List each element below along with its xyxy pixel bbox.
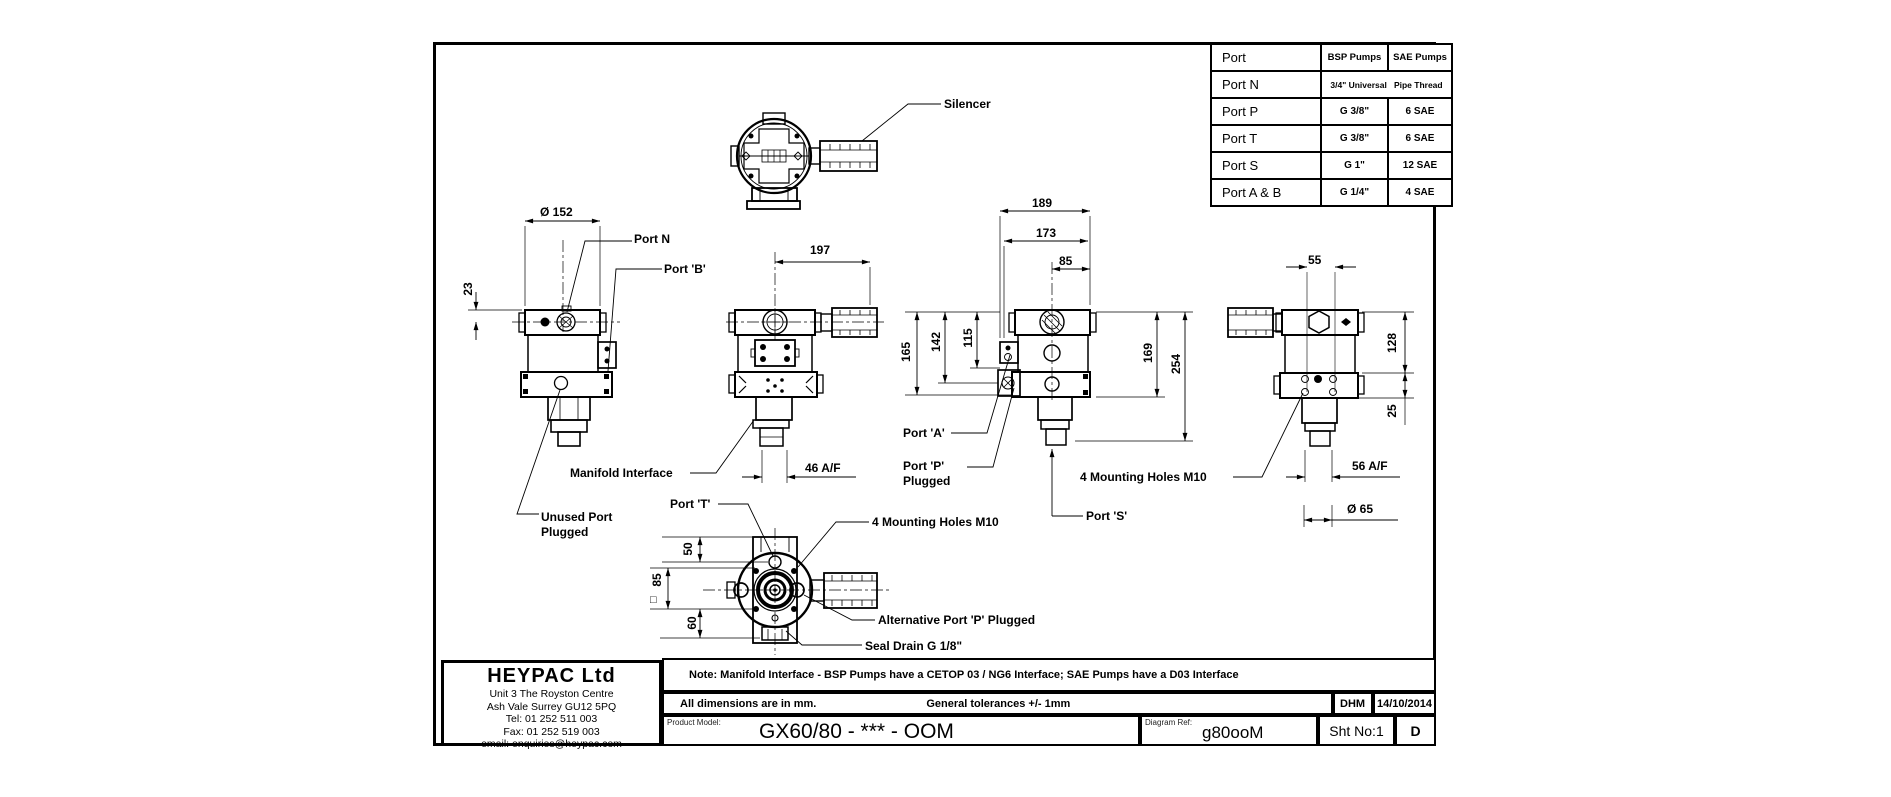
dim-60: 60 — [685, 616, 699, 630]
diagram-ref-value: g80ooM — [1202, 723, 1264, 742]
square-symbol: □ — [650, 594, 657, 606]
mounting-holes-label-right: 4 Mounting Holes M10 — [1080, 470, 1207, 484]
table-row: Port A & B G 1/4" 4 SAE — [1211, 179, 1452, 206]
dim-46-af: 46 A/F — [805, 461, 841, 475]
dim-56-af: 56 A/F — [1352, 459, 1388, 473]
dim-85-bottom: 85 — [650, 573, 664, 587]
dimensions-note-box — [662, 692, 1333, 715]
port-n-spec: 3/4" Universal Pipe Thread — [1321, 71, 1452, 98]
company-address-line2: Ash Vale Surrey GU12 5PQ — [486, 700, 617, 713]
port-table-header-row — [1211, 44, 1452, 71]
unused-port-label-line2: Plugged — [541, 525, 589, 539]
dim-55: 55 — [1308, 253, 1322, 267]
dim-197: 197 — [810, 243, 831, 257]
mounting-holes-label-bottom: 4 Mounting Holes M10 — [872, 515, 999, 529]
port-table — [1210, 43, 1453, 207]
note-box — [662, 658, 1436, 692]
port-s-label: Port 'S' — [1086, 509, 1128, 523]
port-t-label: Port 'T' — [670, 497, 711, 511]
tolerance-note: General tolerances +/- 1mm — [926, 697, 1071, 710]
note-text: Note: Manifold Interface - BSP Pumps have a CETOP 03 / NG6 Interface; SAE Pumps have a D03 Interface — [689, 669, 1239, 681]
product-model-label: Product Model: — [667, 718, 721, 727]
port-n-label: Port N — [634, 232, 670, 246]
diagram-ref-box — [1140, 715, 1318, 746]
view-bottom — [650, 504, 890, 655]
dim-85-top: 85 — [1059, 254, 1073, 268]
company-address-line1: Unit 3 The Royston Centre — [489, 688, 614, 700]
silencer-label: Silencer — [944, 97, 991, 111]
company-tel: Tel: 01 252 511 003 — [505, 713, 598, 725]
port-table-header-port: Port — [1211, 44, 1321, 71]
port-table-header-bsp: BSP Pumps — [1321, 44, 1388, 71]
dim-50: 50 — [681, 542, 695, 556]
table-row: Port N 3/4" Universal Pipe Thread — [1211, 71, 1452, 98]
unused-port-label-line1: Unused Port — [541, 510, 613, 524]
date-box: 14/10/2014 — [1373, 692, 1436, 715]
port-p-plugged-line2: Plugged — [903, 474, 951, 488]
dim-115: 115 — [961, 328, 975, 348]
seal-drain-label: Seal Drain G 1/8" — [865, 639, 963, 653]
view-side-left — [690, 252, 1012, 483]
table-row: Port P G 3/8" 6 SAE — [1211, 98, 1452, 125]
product-model-value: GX60/80 - *** - OOM — [759, 720, 954, 743]
alternative-port-p-label: Alternative Port 'P' Plugged — [878, 613, 1036, 627]
dim-165: 165 — [899, 341, 913, 363]
title-block — [441, 660, 662, 750]
table-row: Port T G 3/8" 6 SAE — [1211, 125, 1452, 152]
revision-box: D — [1395, 715, 1436, 746]
dim-169: 169 — [1141, 342, 1155, 364]
port-p-plugged-line1: Port 'P' — [903, 459, 945, 473]
dim-25: 25 — [1385, 404, 1399, 418]
dim-189: 189 — [1032, 196, 1053, 210]
port-a-label: Port 'A' — [903, 426, 945, 440]
product-model-box — [662, 715, 1140, 746]
port-table-header-sae: SAE Pumps — [1388, 44, 1452, 71]
view-top — [731, 104, 941, 209]
dim-diameter-65: Ø 65 — [1347, 502, 1374, 516]
author-initials-box: DHM — [1333, 692, 1373, 715]
dim-128: 128 — [1385, 332, 1399, 354]
company-email: email: enquiries@heypac.com — [481, 738, 622, 750]
dim-254: 254 — [1169, 353, 1183, 375]
manifold-interface-label: Manifold Interface — [570, 466, 673, 480]
company-name: HEYPAC Ltd — [487, 665, 616, 687]
dim-173: 173 — [1036, 226, 1057, 240]
dim-diameter-152: Ø 152 — [540, 205, 573, 219]
diagram-ref-label: Diagram Ref: — [1145, 718, 1193, 727]
dim-142: 142 — [929, 331, 943, 353]
view-side-right — [1228, 267, 1414, 527]
table-row: Port S G 1" 12 SAE — [1211, 152, 1452, 179]
sheet-number-box: Sht No:1 — [1318, 715, 1395, 746]
dimensions-note: All dimensions are in mm. — [680, 697, 817, 710]
company-fax: Fax: 01 252 519 003 — [503, 725, 600, 738]
port-b-label: Port 'B' — [664, 262, 706, 276]
dim-23: 23 — [461, 282, 475, 296]
